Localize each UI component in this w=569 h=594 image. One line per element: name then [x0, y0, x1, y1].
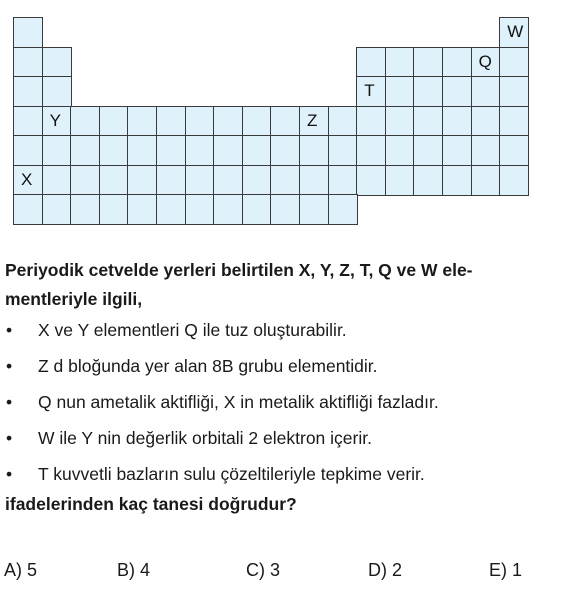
statement-text: T kuvvetli bazların sulu çözeltileriyle tepkime verir. [38, 464, 425, 484]
table-cell [385, 135, 415, 166]
question-stem [5, 256, 565, 314]
table-cell [42, 194, 72, 225]
table-cell [242, 194, 272, 225]
table-cell [213, 194, 243, 225]
table-cell [385, 47, 415, 78]
table-cell [471, 165, 501, 196]
table-cell [471, 76, 501, 107]
table-cell [356, 106, 386, 137]
bullet-icon: • [6, 392, 13, 412]
table-cell [127, 194, 157, 225]
table-cell [42, 47, 72, 78]
table-cell [356, 165, 386, 196]
table-cell [70, 135, 100, 166]
table-cell [99, 135, 129, 166]
statement-item [0, 462, 569, 498]
table-cell [13, 194, 43, 225]
table-cell [270, 194, 300, 225]
table-cell [385, 76, 415, 107]
table-cell [42, 76, 72, 107]
element-label-t: T [364, 81, 375, 100]
statement-text: W ile Y nin değerlik orbitali 2 elektron içerir. [38, 428, 372, 448]
table-cell [356, 135, 386, 166]
table-cell [127, 135, 157, 166]
table-cell [413, 47, 443, 78]
table-cell [13, 76, 43, 107]
table-cell [499, 106, 529, 137]
table-cell [299, 194, 329, 225]
table-cell [70, 165, 100, 196]
element-label-y: Y [49, 110, 61, 130]
table-cell [156, 165, 186, 196]
bullet-icon: • [6, 428, 13, 448]
table-cell [499, 76, 529, 107]
table-cell [99, 165, 129, 196]
table-cell [442, 165, 472, 196]
table-cell [328, 106, 358, 137]
table-cell [385, 165, 415, 196]
table-cell [270, 106, 300, 137]
table-cell [471, 106, 501, 137]
table-cell [270, 165, 300, 196]
statement-item [0, 354, 569, 390]
bullet-icon: • [6, 464, 13, 484]
element-label-w: W [507, 22, 524, 41]
statement-text: Z d bloğunda yer alan 8B grubu elementidir. [38, 356, 378, 376]
question-stem-line-1: Periyodik cetvelde yerleri belirtilen X, Y, Z, T, Q ve W ele- [5, 260, 473, 280]
table-cell [213, 135, 243, 166]
table-cell [99, 194, 129, 225]
element-label-z: Z [307, 110, 318, 130]
table-cell [185, 106, 215, 137]
option-b[interactable]: B) 4 [117, 560, 151, 580]
table-cell [13, 106, 43, 137]
table-cell [471, 135, 501, 166]
table-cell [185, 194, 215, 225]
answer-options [0, 560, 569, 590]
table-cell [413, 106, 443, 137]
table-cell [270, 135, 300, 166]
table-cell [213, 106, 243, 137]
table-cell [413, 165, 443, 196]
statement-item [0, 390, 569, 426]
table-cell [442, 135, 472, 166]
table-cell [156, 106, 186, 137]
table-cell [42, 135, 72, 166]
statement-item [0, 318, 569, 354]
table-cell [356, 47, 386, 78]
table-cell [70, 194, 100, 225]
table-cell [70, 106, 100, 137]
table-cell [299, 135, 329, 166]
table-cell [499, 165, 529, 196]
bullet-icon: • [6, 320, 13, 340]
option-c[interactable]: C) 3 [246, 560, 281, 580]
table-cell [499, 47, 529, 78]
table-cell [185, 165, 215, 196]
option-d[interactable]: D) 2 [368, 560, 403, 580]
table-cell [442, 106, 472, 137]
statement-list [0, 318, 569, 498]
question-ending: ifadelerinden kaç tanesi doğrudur? [5, 494, 297, 514]
table-cell [185, 135, 215, 166]
table-cell [413, 135, 443, 166]
option-a[interactable]: A) 5 [4, 560, 38, 580]
element-label-q: Q [478, 51, 492, 71]
table-cell [242, 165, 272, 196]
statement-text: Q nun ametalik aktifliği, X in metalik aktifliği fazladır. [38, 392, 439, 412]
table-cell [156, 194, 186, 225]
table-cell [242, 135, 272, 166]
option-e[interactable]: E) 1 [489, 560, 523, 580]
table-cell [42, 165, 72, 196]
table-cell [499, 135, 529, 166]
table-cell [242, 106, 272, 137]
table-cell [328, 194, 358, 225]
statement-text: X ve Y elementleri Q ile tuz oluşturabilir. [38, 320, 347, 340]
periodic-table [0, 0, 569, 240]
table-cell [328, 165, 358, 196]
table-cell [13, 17, 43, 48]
table-cell [156, 135, 186, 166]
table-cell [442, 76, 472, 107]
table-cell [99, 106, 129, 137]
table-cell [13, 135, 43, 166]
table-cell [328, 135, 358, 166]
question-stem-line-2: mentleriyle ilgili, [5, 289, 143, 309]
table-cell [127, 106, 157, 137]
bullet-icon: • [6, 356, 13, 376]
table-cell [213, 165, 243, 196]
table-cell [13, 47, 43, 78]
table-cell [299, 165, 329, 196]
table-cell [385, 106, 415, 137]
table-cell [442, 47, 472, 78]
element-label-x: X [21, 169, 33, 189]
statement-item [0, 426, 569, 462]
table-cell [127, 165, 157, 196]
table-cell [413, 76, 443, 107]
